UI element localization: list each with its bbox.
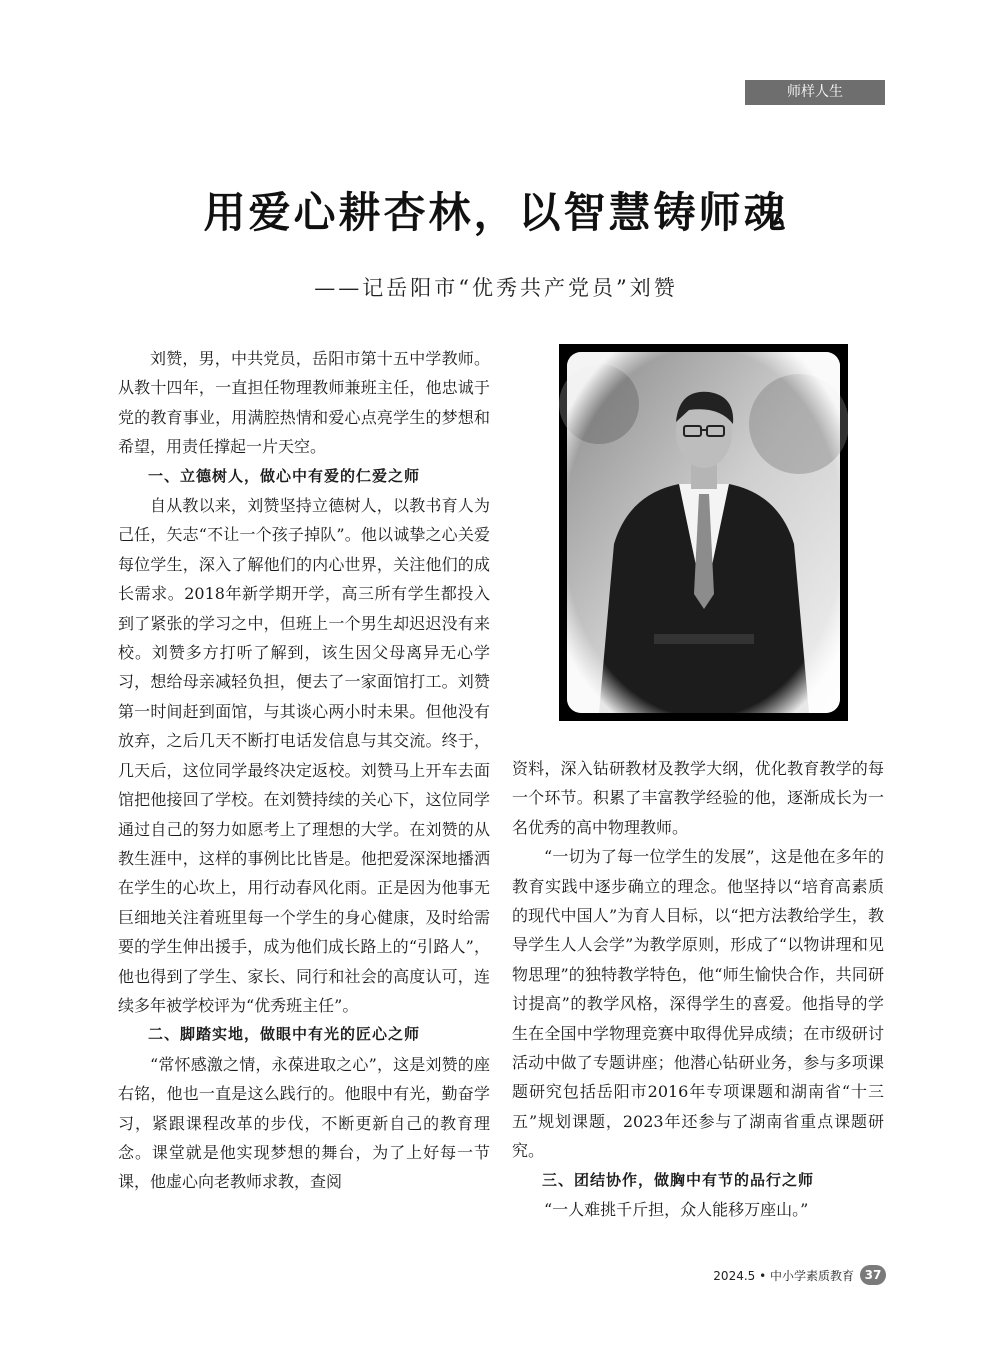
portrait-photo — [559, 344, 848, 721]
issue-info: 2024.5 • 中小学素质教育 — [713, 1268, 854, 1283]
section-heading-3: 三、团结协作，做胸中有节的品行之师 — [542, 1170, 815, 1189]
article-title: 用爱心耕杏林，以智慧铸师魂 — [203, 188, 789, 237]
left-column — [118, 344, 490, 1197]
paragraph: “一切为了每一位学生的发展”，这是他在多年的教育实践中逐步确立的理念。他坚持以“培育高素质的现代中国人”为育人目标，以“把方法教给学生，教导学生人人会学”为教学原则，形成了“以物讲理和见物思理”的独特教学特色，他“师生愉快合作，共同研讨提高”的教学风格，深得学生的喜爱。他指导的学生在全国中学物理竞赛中取得优异成绩；在市级研讨活动中做了专题讲座；他潜心钻研业务，参与多项课题研究包括岳阳市2016年专项课题和湖南省“十三五”规划课题，2023年还参与了湖南省重点课题研究。 — [512, 847, 884, 1161]
article-subtitle: ——记岳阳市“优秀共产党员”刘赞 — [314, 276, 678, 300]
page-number: 37 — [860, 1265, 886, 1285]
paragraph: 自从教以来，刘赞坚持立德树人，以教书育人为己任，矢志“不让一个孩子掉队”。他以诚挚之心关爱每位学生，深入了解他们的内心世界，关注他们的成长需求。2018年新学期开学，高三所有学生都投入到了紧张的学习之中，但班上一个男生却迟迟没有来校。刘赞多方打听了解到，该生因父母离异无心学习，想给母亲减轻负担，便去了一家面馆打工。刘赞第一时间赶到面馆，与其谈心两小时未果。但他没有放弃，之后几天不断打电话发信息与其交流。终于，几天后，这位同学最终决定返校。刘赞马上开车去面馆把他接回了学校。在刘赞持续的关心下，这位同学通过自己的努力如愿考上了理想的大学。在刘赞的从教生涯中，这样的事例比比皆是。他把爱深深地播洒在学生的心坎上，用行动春风化雨。正是因为他事无巨细地关注着班里每一个学生的身心健康，及时给需要的学生伸出援手，成为他们成长路上的“引路人”，他也得到了学生、家长、同行和社会的高度认可，连续多年被学校评为“优秀班主任”。 — [118, 496, 490, 1015]
intro-paragraph: 刘赞，男，中共党员，岳阳市第十五中学教师。从教十四年，一直担任物理教师兼班主任，他忠诚于党的教育事业，用满腔热情和爱心点亮学生的梦想和希望，用责任撑起一片天空。 — [118, 349, 490, 457]
paragraph-continued: 资料，深入钻研教材及教学大纲，优化教育教学的每一个环节。积累了丰富教学经验的他，逐渐成长为一名优秀的高中物理教师。 — [512, 759, 884, 837]
paragraph: “常怀感激之情，永葆进取之心”，这是刘赞的座右铭，他也一直是这么践行的。他眼中有光，勤奋学习，紧跟课程改革的步伐，不断更新自己的教育理念。课堂就是他实现梦想的舞台，为了上好每一节课，他虚心向老教师求教，查阅 — [118, 1054, 490, 1192]
paragraph: “一人难挑千斤担，众人能移万座山。” — [544, 1200, 809, 1220]
section-heading-2: 二、脚踏实地，做眼中有光的匠心之师 — [148, 1025, 421, 1044]
page-footer — [713, 1265, 886, 1285]
right-column — [512, 754, 884, 1225]
section-heading-1: 一、立德树人，做心中有爱的仁爱之师 — [148, 466, 421, 485]
section-tag: 师样人生 — [745, 80, 885, 105]
